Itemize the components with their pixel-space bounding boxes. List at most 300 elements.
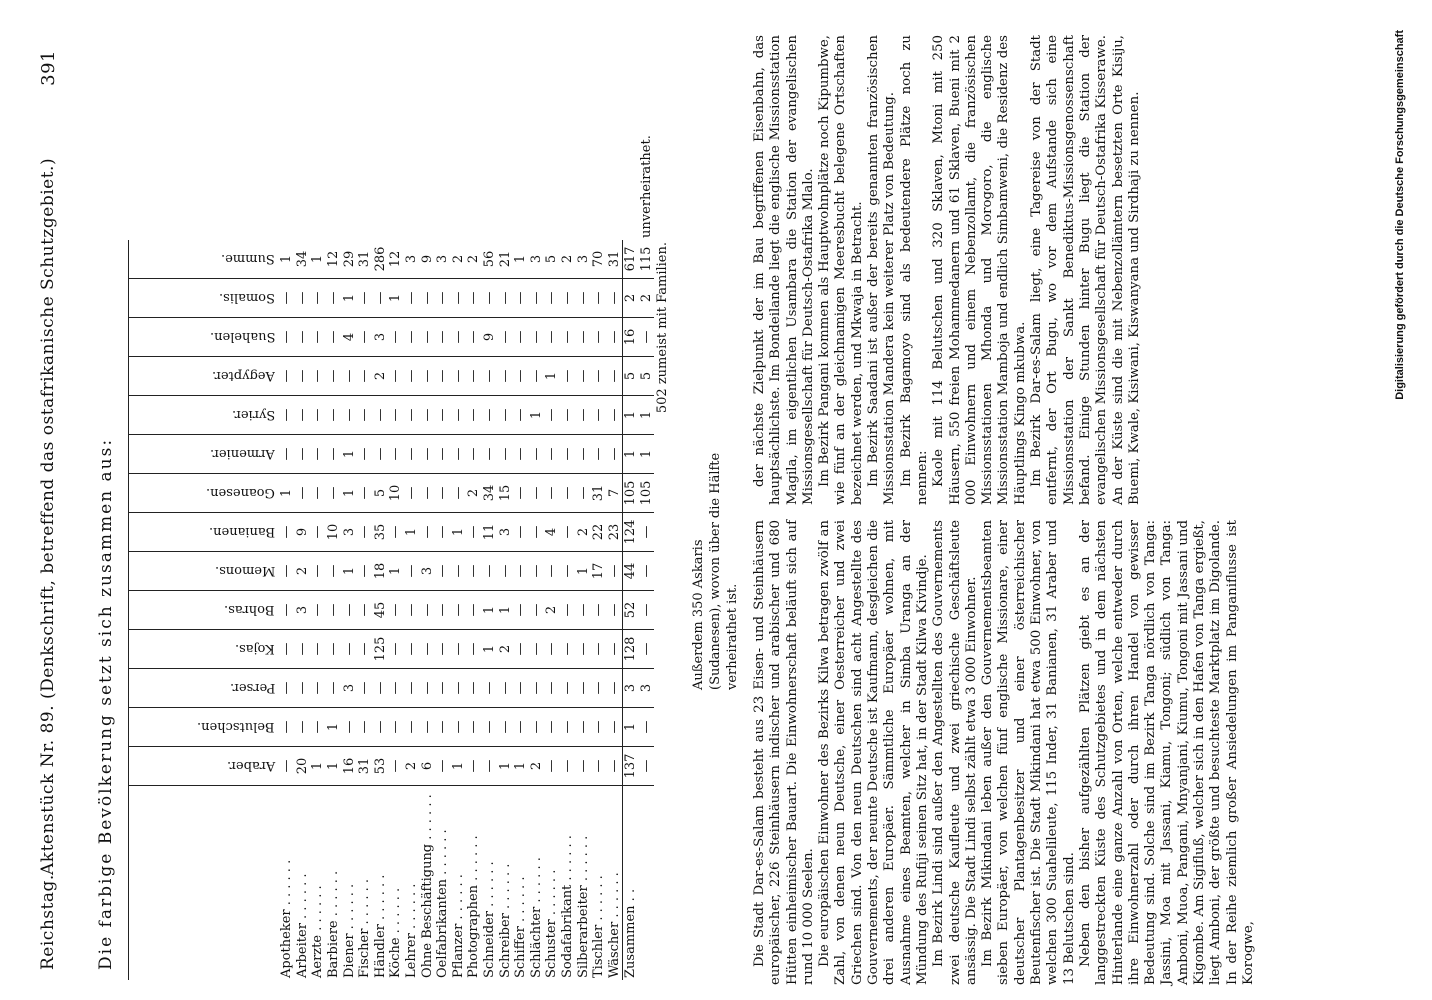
table-cell: 16 bbox=[623, 318, 639, 357]
table-cell: — bbox=[529, 279, 545, 318]
table-cell: 18 bbox=[373, 552, 389, 591]
table-cell: — bbox=[404, 435, 420, 474]
table-cell: — bbox=[388, 513, 404, 552]
table-cell: — bbox=[591, 747, 607, 786]
column-header bbox=[129, 474, 280, 513]
table-cell: 70 bbox=[591, 240, 607, 279]
credit-text: Digitalisierung gefördert durch die Deutsche Forschungsgemeinschaft bbox=[1394, 30, 1406, 400]
table-cell: 1 bbox=[623, 396, 639, 435]
table-cell: 1 bbox=[529, 396, 545, 435]
table-cell: — bbox=[404, 669, 420, 708]
table-cell: 9 bbox=[419, 240, 435, 279]
row-label: Ohne Beschäftigung . . . . . . bbox=[419, 794, 435, 978]
column-header-label: Syrier. bbox=[231, 407, 275, 423]
table-cell: — bbox=[419, 396, 435, 435]
table-cell: 1 bbox=[451, 513, 467, 552]
table-cell: — bbox=[357, 669, 373, 708]
table-cell: — bbox=[606, 747, 622, 786]
table-row bbox=[373, 133, 389, 980]
table-cell: — bbox=[560, 318, 576, 357]
table-cell: — bbox=[310, 279, 326, 318]
table-cell: — bbox=[295, 630, 311, 669]
table-cell: — bbox=[639, 591, 655, 630]
table-cell: 21 bbox=[497, 240, 513, 279]
paragraph: Im Bezirk Bagamoyo sind als bedeutendere Plätze noch zu nennen: bbox=[898, 35, 930, 505]
table-cell: — bbox=[404, 474, 420, 513]
table-cell: — bbox=[513, 552, 529, 591]
table-cell: 1 bbox=[279, 474, 295, 513]
row-label: Sodafabrikant . . . . . . bbox=[559, 835, 575, 978]
table-cell: — bbox=[279, 708, 295, 747]
table-cell: — bbox=[639, 513, 655, 552]
table-cell: — bbox=[466, 630, 482, 669]
table-cell: — bbox=[310, 435, 326, 474]
table-cell: 3 bbox=[404, 240, 420, 279]
table-cell: — bbox=[575, 591, 591, 630]
table-cell: 1 bbox=[639, 435, 655, 474]
table-cell: — bbox=[639, 708, 655, 747]
table-row bbox=[529, 133, 545, 980]
table-cell: 1 bbox=[341, 552, 357, 591]
table-cell: — bbox=[357, 279, 373, 318]
table-cell: — bbox=[591, 396, 607, 435]
askaris-note: Außerdem 350 Askaris (Sudanesen), wovon über die Hälfte verheirathet ist. bbox=[691, 452, 740, 690]
table-cell: — bbox=[373, 708, 389, 747]
table-cell: 5 bbox=[639, 357, 655, 396]
table-cell: — bbox=[326, 396, 342, 435]
column-header-label: Aegypter. bbox=[212, 368, 275, 384]
table-cell: 53 bbox=[373, 747, 389, 786]
table-cell: — bbox=[560, 279, 576, 318]
table-cell: — bbox=[560, 630, 576, 669]
table-cell: — bbox=[560, 513, 576, 552]
column-header bbox=[129, 357, 280, 396]
table-cell: — bbox=[310, 630, 326, 669]
table-cell: — bbox=[466, 708, 482, 747]
table-cell: — bbox=[419, 318, 435, 357]
table-cell: 2 bbox=[544, 591, 560, 630]
table-cell: — bbox=[591, 669, 607, 708]
column-header-label: Bohras. bbox=[224, 602, 275, 618]
table-cell: 617 bbox=[623, 240, 639, 279]
table-cell: — bbox=[497, 279, 513, 318]
text-column-left bbox=[752, 520, 1257, 985]
table-cell: — bbox=[497, 435, 513, 474]
table-cell: — bbox=[435, 357, 451, 396]
table-cell: 34 bbox=[295, 240, 311, 279]
table-cell: — bbox=[435, 747, 451, 786]
table-row bbox=[326, 133, 342, 980]
table-cell: 1 bbox=[497, 591, 513, 630]
table-cell: — bbox=[560, 669, 576, 708]
table-cell: — bbox=[544, 552, 560, 591]
table-cell: 4 bbox=[544, 513, 560, 552]
table-cell: — bbox=[591, 591, 607, 630]
table-row bbox=[279, 133, 295, 980]
table-cell: 56 bbox=[482, 240, 498, 279]
table-cell: 105 bbox=[639, 474, 655, 513]
table-cell: — bbox=[388, 357, 404, 396]
table-cell: 2 bbox=[373, 357, 389, 396]
table-cell: — bbox=[357, 630, 373, 669]
table-cell: 1 bbox=[326, 747, 342, 786]
table-cell: — bbox=[419, 708, 435, 747]
header-label-cell bbox=[129, 786, 280, 981]
table-cell: — bbox=[560, 435, 576, 474]
row-label: Aerzte . . . . . . bbox=[310, 885, 326, 978]
table-cell: — bbox=[606, 435, 622, 474]
table-row bbox=[404, 133, 420, 980]
table-cell: — bbox=[606, 669, 622, 708]
paragraph: Die Stadt Dar-es-Salam besteht aus 23 Eisen- und Steinhäusern europäischer, 226 Steinhäusern indischer und arabischer und 680 Hütten einheimischer Bauart. Die Einwohnerschaft beläuft sich auf rund 10 000 Seelen. bbox=[752, 520, 816, 985]
table-cell: — bbox=[326, 279, 342, 318]
table-cell: — bbox=[606, 708, 622, 747]
table-cell: — bbox=[544, 435, 560, 474]
table-cell: 11 bbox=[482, 513, 498, 552]
table-row bbox=[482, 133, 498, 980]
table-cell: — bbox=[435, 474, 451, 513]
table-cell: — bbox=[466, 396, 482, 435]
table-cell: 1 bbox=[341, 435, 357, 474]
row-label: Diener . . . . . . bbox=[341, 883, 357, 978]
table-cell: 52 bbox=[623, 591, 639, 630]
table-cell: — bbox=[388, 669, 404, 708]
table-cell: — bbox=[513, 513, 529, 552]
table-cell: 2 bbox=[529, 747, 545, 786]
digitization-credit bbox=[1390, 30, 1430, 970]
table-cell: 2 bbox=[639, 279, 655, 318]
table-cell: — bbox=[388, 318, 404, 357]
row-label bbox=[639, 786, 655, 981]
table-cell: — bbox=[451, 669, 467, 708]
table-cell: — bbox=[404, 552, 420, 591]
table-cell: — bbox=[513, 630, 529, 669]
table-cell: 2 bbox=[466, 474, 482, 513]
row-label: Tischler . . . . . . bbox=[591, 875, 607, 978]
table-cell: — bbox=[544, 318, 560, 357]
table-cell: — bbox=[591, 279, 607, 318]
table-cell: 2 bbox=[466, 240, 482, 279]
table-cell: — bbox=[295, 435, 311, 474]
row-label: Fischer . . . . . . bbox=[357, 879, 373, 978]
table-cell: — bbox=[326, 357, 342, 396]
table-cell: 3 bbox=[639, 669, 655, 708]
table-cell: — bbox=[357, 396, 373, 435]
table-cell: 1 bbox=[513, 240, 529, 279]
page-header bbox=[38, 50, 68, 970]
table-cell: — bbox=[310, 474, 326, 513]
row-label: Schneider . . . . . . bbox=[482, 861, 498, 978]
table-cell: — bbox=[435, 318, 451, 357]
table-cell: — bbox=[341, 357, 357, 396]
table-cell: — bbox=[513, 474, 529, 513]
table-cell: 2 bbox=[560, 240, 576, 279]
table-cell: — bbox=[373, 435, 389, 474]
column-header-label: Armenier. bbox=[210, 446, 275, 462]
table-cell: — bbox=[279, 513, 295, 552]
column-header bbox=[129, 669, 280, 708]
table-cell: 6 bbox=[419, 747, 435, 786]
row-label: Oelfabrikanten . . . . . . bbox=[435, 829, 451, 978]
table-cell: — bbox=[560, 708, 576, 747]
table-cell: — bbox=[639, 552, 655, 591]
table-cell: — bbox=[404, 357, 420, 396]
table-cell: — bbox=[544, 630, 560, 669]
table-cell: — bbox=[482, 552, 498, 591]
row-label: Barbiere . . . . . . bbox=[326, 870, 342, 978]
table-cell: — bbox=[513, 591, 529, 630]
table-cell: — bbox=[310, 396, 326, 435]
column-header-label: Banianen. bbox=[208, 524, 275, 540]
population-table bbox=[128, 133, 670, 980]
table-cell: — bbox=[435, 591, 451, 630]
column-header bbox=[129, 630, 280, 669]
table-row bbox=[497, 133, 513, 980]
table-cell: — bbox=[326, 552, 342, 591]
table-cell: — bbox=[279, 747, 295, 786]
table-cell: 9 bbox=[482, 318, 498, 357]
table-cell: — bbox=[482, 357, 498, 396]
table-cell: 2 bbox=[404, 747, 420, 786]
table-row bbox=[295, 133, 311, 980]
paragraph: Kaole mit 114 Belutschen und 320 Sklaven, Mtoni mit 250 Häusern, 550 freien Mohammedanern und 61 Sklaven, Bueni mit 2 000 Einwohnern und einem Nebenzollamt, die französischen Missionsstationen Mhonda und Morogoro, die englische Missionsstation Mamboja und endlich Simbamweni, die Residenz des Häuptlings Kingo mkubwa. bbox=[931, 35, 1028, 505]
table-cell: — bbox=[279, 279, 295, 318]
table-cell: — bbox=[326, 630, 342, 669]
table-cell: — bbox=[295, 357, 311, 396]
column-header-label: Goanesen. bbox=[206, 485, 275, 501]
table-cell: — bbox=[529, 435, 545, 474]
column-header bbox=[129, 708, 280, 747]
row-label: Wäscher . . . . . . bbox=[606, 872, 622, 978]
table-cell: 10 bbox=[326, 513, 342, 552]
table-cell: 35 bbox=[373, 513, 389, 552]
table-cell: 1 bbox=[497, 747, 513, 786]
table-cell: — bbox=[341, 630, 357, 669]
table-cell: — bbox=[482, 396, 498, 435]
table-cell: — bbox=[419, 435, 435, 474]
table-cell: — bbox=[451, 357, 467, 396]
table-cell: — bbox=[639, 630, 655, 669]
table-cell: — bbox=[466, 747, 482, 786]
table-row bbox=[639, 133, 655, 980]
table-cell: — bbox=[560, 591, 576, 630]
table-cell: — bbox=[466, 357, 482, 396]
table-cell: 3 bbox=[497, 513, 513, 552]
table-cell: 34 bbox=[482, 474, 498, 513]
table-row bbox=[575, 133, 591, 980]
table-cell: — bbox=[606, 396, 622, 435]
table-cell: — bbox=[435, 435, 451, 474]
table-cell: 115 bbox=[639, 240, 655, 279]
table-cell: 3 bbox=[373, 318, 389, 357]
table-cell: — bbox=[639, 747, 655, 786]
paragraph: Neben den bisher aufgezählten Plätzen giebt es an der langgestreckten Küste des Schutzgebietes und in dem nächsten Hinterlande eine ganze Anzahl von Orten, welche entweder durch ihre Einwohnerzahl oder durch ihren Handel von gewisser Bedeutung sind. Solche sind im Bezirk Tanga nördlich von Tanga: Jassini, Moa mit Jassani, Kiamu, Tongoni; südlich von Tanga: Amboni, Muoa, Pangani, Mnyanjani, Kiumu, Tongoni mit Jassani und Kigombe. Am Sigifluß, welcher sich in den Hafen von Tanga ergießt, liegt Amboni, der größte und besuchteste Marktplatz im Digolande. In der Reihe ziemlich großer Ansiedelungen im Panganiflusse ist Korogwe, bbox=[1077, 520, 1256, 985]
table-cell: 10 bbox=[388, 474, 404, 513]
table-cell: 1 bbox=[279, 240, 295, 279]
table-cell: — bbox=[419, 591, 435, 630]
table-cell: 1 bbox=[513, 747, 529, 786]
table-cell: 128 bbox=[623, 630, 639, 669]
table-cell: — bbox=[404, 318, 420, 357]
table-cell: — bbox=[544, 708, 560, 747]
table-cell: 12 bbox=[388, 240, 404, 279]
table-cell: — bbox=[575, 474, 591, 513]
table-row bbox=[451, 133, 467, 980]
table-cell: — bbox=[310, 708, 326, 747]
table-cell: — bbox=[560, 474, 576, 513]
paragraph: Im Bezirk Pangani kommen als Hauptwohnplätze noch Kipumbwe, wie fünf an der gleichnamigen Meeresbucht belegene Ortschaften bezeichnet werden, und Mkwaja in Betracht. bbox=[817, 35, 865, 505]
column-header bbox=[129, 513, 280, 552]
table-cell: 5 bbox=[623, 357, 639, 396]
row-label: Silberarbeiter . . . . . . bbox=[575, 835, 591, 978]
table-cell: — bbox=[466, 513, 482, 552]
table-cell: 1 bbox=[326, 708, 342, 747]
table-cell: 1 bbox=[639, 396, 655, 435]
table-cell: 1 bbox=[623, 708, 639, 747]
table-cell: — bbox=[591, 357, 607, 396]
table-cell: 105 bbox=[623, 474, 639, 513]
table-cell: 31 bbox=[357, 240, 373, 279]
table-cell: 15 bbox=[497, 474, 513, 513]
table-row bbox=[357, 133, 373, 980]
header-left: Reichstag. bbox=[38, 874, 58, 970]
table-cell: — bbox=[357, 474, 373, 513]
table-cell: — bbox=[544, 747, 560, 786]
table-cell: 17 bbox=[591, 552, 607, 591]
table-cell: — bbox=[529, 474, 545, 513]
table-cell: — bbox=[529, 708, 545, 747]
row-label: Schlächter . . . . . . bbox=[528, 857, 544, 978]
table-cell: — bbox=[373, 669, 389, 708]
table-cell: — bbox=[575, 435, 591, 474]
table-cell: 31 bbox=[606, 240, 622, 279]
table-cell: 44 bbox=[623, 552, 639, 591]
table-cell: — bbox=[279, 591, 295, 630]
table-cell: — bbox=[388, 747, 404, 786]
column-header bbox=[129, 747, 280, 786]
table-cell: — bbox=[388, 591, 404, 630]
paragraph: Im Bezirk Mikindani leben außer den Gouvernementsbeamten sieben Europäer, von welchen fünf englische Missionare, einer deutscher Plantagenbesitzer und einer österreichischer Beutenfischer ist. Die Stadt Mikindani hat etwa 500 Einwohner, von welchen 300 Suahelileute, 115 Inder, 31 Banianen, 31 Araber und 13 Belutschen sind. bbox=[980, 520, 1077, 985]
paragraph: Im Bezirk Dar-es-Salam liegt, eine Tagereise von der Stadt entfernt, der Ort Bugu, wo vor dem Aufstande sich eine Missionsstation der Sankt Benediktus-Missionsgenossenschaft befand. Einige Stunden hinter Bugu liegt die Station der evangelischen Missionsgesellschaft für Deutsch-Ostafrika Kisserawe. An der Küste sind die mit Nebenzollämtern besetzten Orte Kisiju, Buemi, Kwale, Kisiwani, Kiswanyana und Sirdhaji zu nennen. bbox=[1029, 35, 1142, 505]
table-cell: 45 bbox=[373, 591, 389, 630]
column-header-label: Somalis. bbox=[219, 290, 275, 306]
table-cell: — bbox=[279, 552, 295, 591]
table-cell: 3 bbox=[419, 552, 435, 591]
row-label: Photographen . . . . . . bbox=[466, 835, 482, 978]
table-cell: — bbox=[279, 435, 295, 474]
table-cell: — bbox=[404, 591, 420, 630]
row-label: Schuster . . . . . . bbox=[544, 869, 560, 978]
row-label: Zusammen . . bbox=[623, 786, 639, 981]
column-header bbox=[129, 318, 280, 357]
table-cell: — bbox=[451, 318, 467, 357]
table-row bbox=[466, 133, 482, 980]
table-cell: 2 bbox=[575, 513, 591, 552]
table-cell: 2 bbox=[497, 630, 513, 669]
table-cell: 5 bbox=[544, 240, 560, 279]
column-header-label: Kojas. bbox=[235, 641, 275, 657]
table-subtitle: Die farbige Bevölkerung setzt sich zusammen aus: bbox=[96, 437, 116, 970]
table-cell: 29 bbox=[341, 240, 357, 279]
table-cell: — bbox=[326, 591, 342, 630]
table-cell: 31 bbox=[357, 747, 373, 786]
table-cell: — bbox=[341, 396, 357, 435]
text-column-right bbox=[752, 35, 1143, 505]
row-label: Arbeiter . . . . . . bbox=[294, 873, 310, 978]
families-note: 502 zumeist mit Familien. bbox=[654, 242, 670, 414]
table-cell: — bbox=[606, 318, 622, 357]
table-cell: — bbox=[544, 669, 560, 708]
table-cell: — bbox=[435, 552, 451, 591]
table-cell: — bbox=[639, 318, 655, 357]
table-cell: — bbox=[435, 669, 451, 708]
table-cell: — bbox=[529, 513, 545, 552]
table-cell: — bbox=[560, 357, 576, 396]
table-row bbox=[341, 133, 357, 980]
table-cell: 1 bbox=[451, 747, 467, 786]
table-cell: — bbox=[606, 591, 622, 630]
table-cell: 286 bbox=[373, 240, 389, 279]
row-label: Händler . . . . . . bbox=[372, 874, 388, 978]
column-header-label: Summe. bbox=[221, 251, 275, 267]
table-cell: 4 bbox=[341, 318, 357, 357]
table-cell: — bbox=[435, 513, 451, 552]
table-cell: — bbox=[357, 552, 373, 591]
table-cell: — bbox=[310, 357, 326, 396]
table-cell: — bbox=[435, 630, 451, 669]
table-cell: — bbox=[419, 630, 435, 669]
table-cell: — bbox=[575, 396, 591, 435]
table-cell: — bbox=[326, 669, 342, 708]
table-cell: 137 bbox=[623, 747, 639, 786]
table-cell: — bbox=[529, 669, 545, 708]
paragraph: Im Bezirk Lindi sind außer den Angestellten des Gouvernements zwei deutsche Kaufleute und zwei griechische Geschäftsleute ansässig. Die Stadt Lindi selbst zählt etwa 3 000 Einwohner. bbox=[931, 520, 979, 985]
table-cell: — bbox=[529, 357, 545, 396]
table-cell: 1 bbox=[341, 279, 357, 318]
table-cell: — bbox=[357, 708, 373, 747]
table-cell: — bbox=[404, 630, 420, 669]
table-cell: 23 bbox=[606, 513, 622, 552]
row-label: Köche . . . . . . bbox=[388, 887, 404, 978]
table-cell: — bbox=[388, 630, 404, 669]
table-cell: — bbox=[513, 279, 529, 318]
row-label: Schreiber . . . . . . bbox=[497, 863, 513, 978]
column-header-label: Perser. bbox=[229, 680, 275, 696]
table-cell: 1 bbox=[310, 240, 326, 279]
table-cell: 125 bbox=[373, 630, 389, 669]
table-cell: 1 bbox=[341, 474, 357, 513]
table-cell: — bbox=[388, 396, 404, 435]
column-header bbox=[129, 240, 280, 279]
table-cell: — bbox=[466, 318, 482, 357]
table-cell: — bbox=[497, 396, 513, 435]
table-cell: — bbox=[497, 318, 513, 357]
table-cell: — bbox=[404, 708, 420, 747]
table-header-row bbox=[129, 133, 280, 980]
table-cell: — bbox=[326, 318, 342, 357]
table-cell: — bbox=[341, 708, 357, 747]
table-cell: — bbox=[497, 357, 513, 396]
table-row bbox=[560, 133, 576, 980]
column-header bbox=[129, 435, 280, 474]
table-cell: — bbox=[497, 708, 513, 747]
table-cell: — bbox=[419, 513, 435, 552]
table-cell: — bbox=[482, 708, 498, 747]
table-cell: — bbox=[544, 474, 560, 513]
table-cell: 3 bbox=[341, 513, 357, 552]
table-cell: — bbox=[279, 630, 295, 669]
paragraph: der nächste Zielpunkt der im Bau begriffenen Eisenbahn, das hauptsächlichste. Im Bondeilande liegt die englische Missionsstation Magila, im eigentlichen Usambara die Station der evangelischen Missionsgesellschaft für Deutsch-Ostafrika Mlalo. bbox=[752, 35, 816, 505]
